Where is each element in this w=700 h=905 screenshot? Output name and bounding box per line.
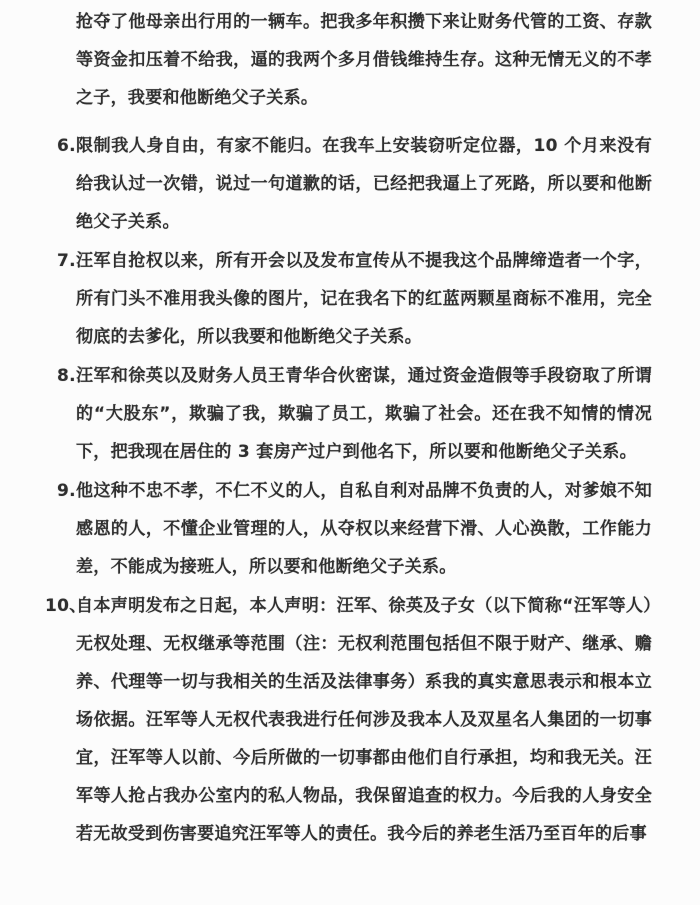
list-item-text: 他这种不忠不孝，不仁不义的人，自私自利对品牌不负责的人，对爹娘不知感恩的人，不懂企业管理的人，从夺权以来经营下滑、人心涣散，工作能力差，不能成为接班人，所以要和他断绝父子关系。: [76, 481, 652, 577]
list-item-text: 汪军和徐英以及财务人员王青华合伙密谋，通过资金造假等手段窃取了所谓的“大股东”，欺骗了我，欺骗了员工，欺骗了社会。还在我不知情的情况下，把我现在居住的 3 套房产过户到他名下，所以要和他断绝父子关系。: [76, 366, 652, 462]
paragraph-continuation: [0, 3, 700, 117]
item-number: 7.: [57, 251, 76, 271]
item-number: 10、: [45, 596, 87, 616]
list-item-7: [0, 242, 700, 356]
item-number: 6.: [57, 136, 76, 156]
paragraph-text: 抢夺了他母亲出行用的一辆车。把我多年积攒下来让财务代管的工资、存款等资金扣压着不给我，逼的我两个多月借钱维持生存。这种无情无义的不孝之子，我要和他断绝父子关系。: [76, 12, 652, 108]
list-item-text: 汪军自抢权以来，所有开会以及发布宣传从不提我这个品牌缔造者一个字，所有门头不准用我头像的图片，记在我名下的红蓝两颗星商标不准用，完全彻底的去爹化，所以我要和他断绝父子关系。: [76, 251, 652, 347]
list-item-8: [0, 357, 700, 471]
declaration-body: [0, 3, 700, 854]
list-item-10: [0, 587, 700, 853]
list-item-9: [0, 472, 700, 586]
item-number: 8.: [57, 366, 76, 386]
item-number: 9.: [57, 481, 76, 501]
list-item-text: 自本声明发布之日起，本人声明：汪军、徐英及子女（以下简称“汪军等人）无权处理、无权继承等范围（注：无权利范围包括但不限于财产、继承、赡养、代理等一切与我相关的生活及法律事务）系我的真实意思表示和根本立场依据。汪军等人无权代表我进行任何涉及我本人及双星名人集团的一切事宜，汪军等人以前、今后所做的一切事都由他们自行承担，均和我无关。汪军等人抢占我办公室内的私人物品，我保留追查的权力。今后我的人身安全若无故受到伤害要追究汪军等人的责任。我今后的养老生活乃至百年的后事: [76, 596, 652, 844]
list-item-text: 限制我人身自由，有家不能归。在我车上安装窃听定位器，10 个月来没有给我认过一次错，说过一句道歉的话，已经把我逼上了死路，所以要和他断绝父子关系。: [76, 136, 652, 232]
list-item-6: [0, 127, 700, 241]
